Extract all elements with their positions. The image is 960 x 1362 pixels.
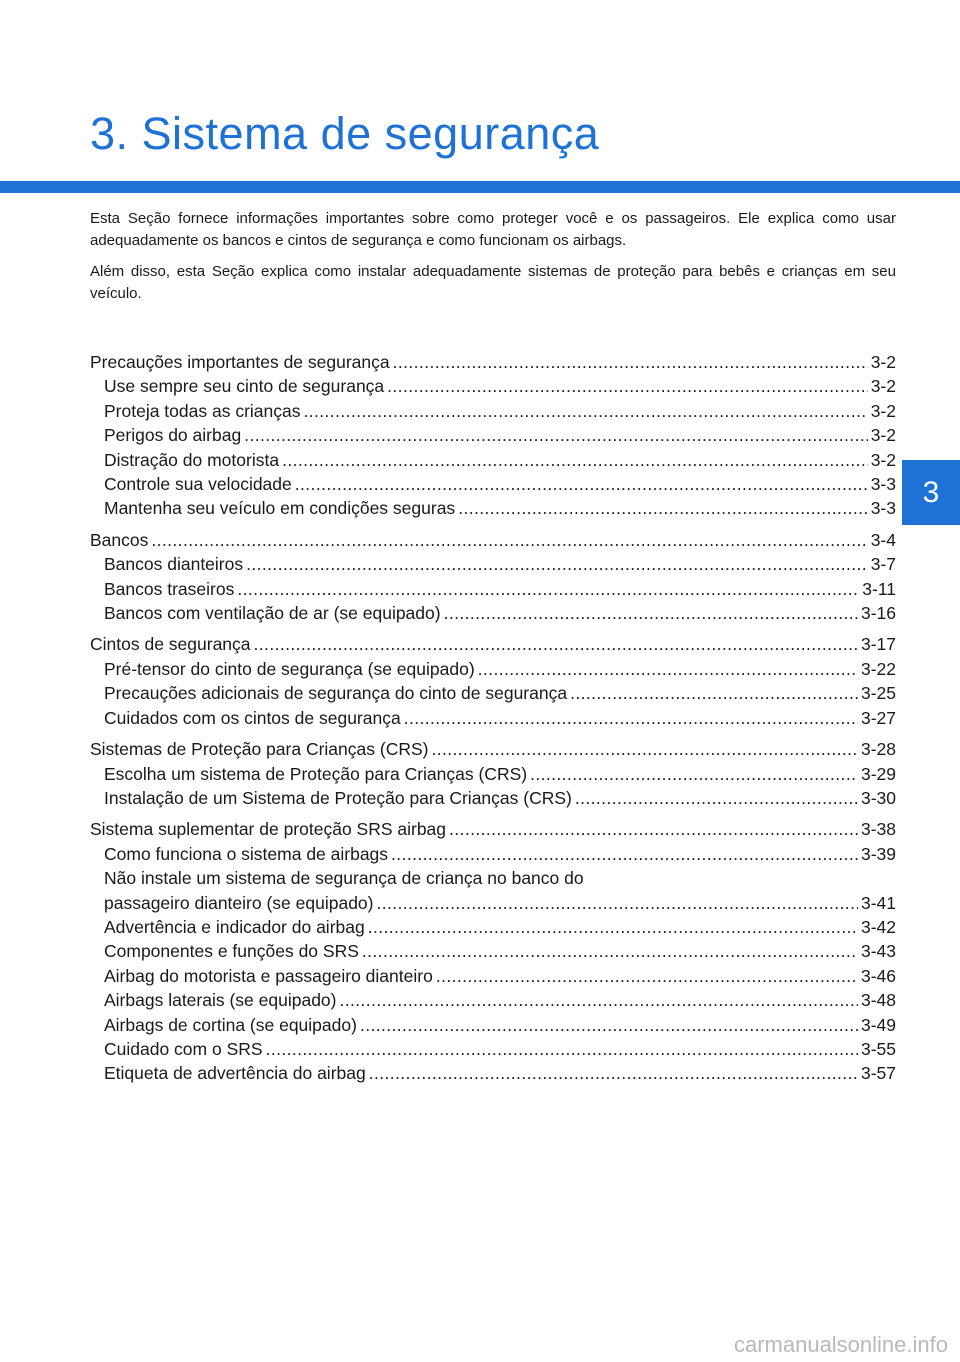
toc-page: 3-49 [860, 1014, 896, 1035]
dot-leader [570, 681, 858, 705]
chapter-title: 3. Sistema de segurança [90, 108, 600, 159]
toc-label: Bancos traseiros [104, 578, 235, 599]
dot-leader [449, 817, 858, 841]
toc-entry[interactable] [90, 632, 896, 656]
toc-page: 3-46 [860, 965, 896, 986]
toc-subentry[interactable] [90, 706, 896, 730]
toc-page: 3-30 [860, 787, 896, 808]
toc-label: Bancos dianteiros [104, 554, 244, 575]
toc-label: Cintos de segurança [90, 634, 251, 655]
title-divider-bar [0, 181, 960, 193]
toc-page: 3-38 [860, 819, 896, 840]
toc-subentry[interactable] [90, 577, 896, 601]
dot-leader [575, 786, 858, 810]
dot-leader [266, 1037, 858, 1061]
dot-leader [340, 988, 858, 1012]
dot-leader [404, 706, 858, 730]
chapter-tab[interactable]: 3 [902, 460, 960, 525]
toc-label: Instalação de um Sistema de Proteção para Crianças (CRS) [104, 787, 572, 808]
toc-subentry[interactable] [90, 601, 896, 625]
toc-label: Pré-tensor do cinto de segurança (se equipado) [104, 658, 475, 679]
watermark: carmanualsonline.info [733, 1332, 948, 1357]
toc-subentry[interactable] [90, 915, 896, 939]
toc-section-cintos [90, 632, 896, 730]
intro-paragraph: Além disso, esta Seção explica como instalar adequadamente sistemas de proteção para bebês e crianças em seu veículo. [90, 263, 896, 302]
toc-subentry[interactable] [90, 657, 896, 681]
dot-leader [254, 632, 858, 656]
toc-label: Controle sua velocidade [104, 474, 292, 495]
toc-page: 3-3 [870, 498, 896, 519]
toc-subentry[interactable] [90, 681, 896, 705]
dot-leader [436, 964, 858, 988]
toc-label: Sistemas de Proteção para Crianças (CRS) [90, 739, 429, 760]
dot-leader [369, 1061, 858, 1085]
toc-page: 3-22 [860, 658, 896, 679]
dot-leader [444, 601, 858, 625]
dot-leader [393, 350, 868, 374]
toc-label: Etiqueta de advertência do airbag [104, 1063, 366, 1084]
dot-leader [478, 657, 858, 681]
toc-subentry[interactable] [90, 988, 896, 1012]
toc-subentry[interactable] [90, 939, 896, 963]
dot-leader [387, 374, 868, 398]
toc-page: 3-29 [860, 763, 896, 784]
dot-leader [458, 496, 868, 520]
toc-page: 3-43 [860, 941, 896, 962]
toc-page: 3-42 [860, 916, 896, 937]
toc-label: Bancos com ventilação de ar (se equipado) [104, 603, 441, 624]
toc-subentry[interactable] [90, 762, 896, 786]
toc-subentry[interactable] [90, 496, 896, 520]
toc-entry[interactable] [90, 528, 896, 552]
toc-label: Cuidados com os cintos de segurança [104, 707, 401, 728]
toc-section-bancos [90, 528, 896, 626]
dot-leader [282, 448, 868, 472]
toc-section-crs [90, 737, 896, 810]
toc-label: Sistema suplementar de proteção SRS airbag [90, 819, 447, 840]
toc-page: 3-57 [860, 1063, 896, 1084]
toc-subentry[interactable] [90, 448, 896, 472]
toc-page: 3-2 [870, 425, 896, 446]
toc-page: 3-2 [870, 352, 896, 372]
toc-label: Use sempre seu cinto de segurança [104, 376, 385, 397]
toc-label: Perigos do airbag [104, 425, 242, 446]
toc-entry[interactable] [90, 737, 896, 761]
dot-leader [304, 399, 868, 423]
toc-subentry[interactable] [90, 786, 896, 810]
toc-page: 3-4 [870, 529, 896, 550]
toc-page: 3-39 [860, 843, 896, 864]
toc-label: Escolha um sistema de Proteção para Crianças (CRS) [104, 763, 528, 784]
toc-section-srs-airbag [90, 817, 896, 1085]
toc-entry[interactable] [90, 350, 896, 374]
toc-label: Cuidado com o SRS [104, 1038, 263, 1059]
toc-subentry[interactable] [90, 1061, 896, 1085]
dot-leader [246, 552, 868, 576]
toc-subentry[interactable] [90, 1037, 896, 1061]
toc-subentry[interactable] [90, 891, 896, 915]
dot-leader [151, 528, 867, 552]
toc-section-precaucoes [90, 350, 896, 521]
toc-page: 3-17 [860, 634, 896, 655]
dot-leader [376, 891, 857, 915]
toc-label: Advertência e indicador do airbag [104, 916, 365, 937]
toc-page: 3-28 [860, 739, 896, 760]
toc-label: Bancos [90, 529, 149, 550]
dot-leader [391, 842, 858, 866]
toc-label: Airbags laterais (se equipado) [104, 990, 337, 1011]
toc-label: Como funciona o sistema de airbags [104, 843, 389, 864]
toc-label: Precauções adicionais de segurança do cinto de segurança [104, 683, 568, 704]
intro-text [90, 208, 896, 314]
toc-label: Airbags de cortina (se equipado) [104, 1014, 357, 1035]
toc-subentry[interactable] [90, 423, 896, 447]
table-of-contents [90, 350, 896, 1093]
toc-label: Airbag do motorista e passageiro dianteiro [104, 965, 433, 986]
dot-leader [360, 1013, 858, 1037]
toc-subentry[interactable] [90, 842, 896, 866]
dot-leader [362, 939, 858, 963]
toc-label: Componentes e funções do SRS [104, 941, 359, 962]
dot-leader [368, 915, 858, 939]
toc-subentry[interactable] [90, 472, 896, 496]
toc-subentry[interactable] [90, 552, 896, 576]
toc-page: 3-2 [870, 376, 896, 397]
dot-leader [530, 762, 858, 786]
toc-page: 3-7 [870, 554, 896, 575]
dot-leader [295, 472, 868, 496]
toc-label: Mantenha seu veículo em condições seguras [104, 498, 456, 519]
toc-page: 3-27 [860, 707, 896, 728]
toc-label: passageiro dianteiro (se equipado) [104, 892, 374, 913]
toc-page: 3-11 [862, 578, 896, 599]
toc-page: 3-48 [860, 990, 896, 1011]
toc-page: 3-16 [860, 603, 896, 624]
toc-subentry[interactable] [90, 399, 896, 423]
toc-page: 3-2 [870, 449, 896, 470]
toc-subentry-wrapped-line[interactable]: Não instale um sistema de segurança de criança no banco do [104, 868, 584, 889]
toc-page: 3-41 [860, 892, 896, 913]
toc-label: Precauções importantes de segurança [90, 352, 390, 372]
dot-leader [237, 577, 859, 601]
toc-subentry[interactable] [90, 1013, 896, 1037]
toc-page: 3-2 [870, 400, 896, 421]
toc-subentry[interactable] [90, 964, 896, 988]
toc-label: Proteja todas as crianças [104, 400, 301, 421]
toc-subentry[interactable] [90, 374, 896, 398]
toc-page: 3-55 [860, 1038, 896, 1059]
dot-leader [244, 423, 868, 447]
toc-page: 3-3 [870, 474, 896, 495]
toc-page: 3-25 [860, 683, 896, 704]
intro-paragraph: Esta Seção fornece informações importantes sobre como proteger você e os passageiros. Ele explica como usar adequadamente os bancos e cintos de segurança e como funcionam os airbags. [90, 210, 896, 249]
toc-label: Distração do motorista [104, 449, 280, 470]
dot-leader [431, 737, 858, 761]
toc-entry[interactable] [90, 817, 896, 841]
